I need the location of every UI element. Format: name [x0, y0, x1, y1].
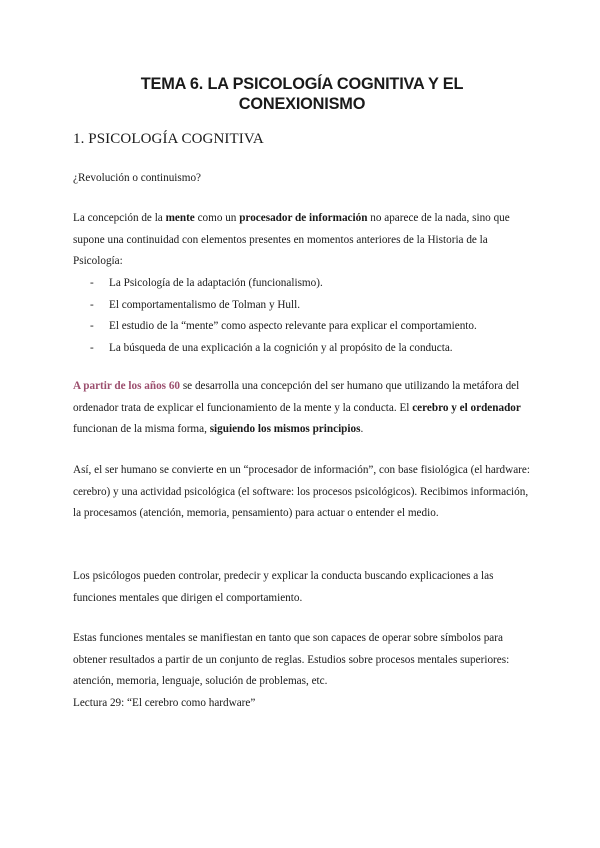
- antecedents-list: [73, 273, 531, 359]
- bold-term-procesador: procesador de información: [239, 212, 368, 224]
- text-run: se desarrolla una concepción del ser humano que utilizando la metáfora del ordenador trata de explicar el funcionamiento de la mente y la conducta. El: [73, 380, 520, 414]
- list-dash: -: [90, 341, 94, 354]
- list-item: - El estudio de la “mente” como aspecto relevante para explicar el comportamiento.: [73, 316, 531, 338]
- paragraph-processor: Así, el ser humano se convierte en un “procesador de información”, con base fisiológica (el hardware: cerebro) y una actividad psicológica (el software: los procesos psicológicos). Recibimos información, la procesamos (atención, memoria, pensamiento) para actuar o entender el medio.: [73, 464, 530, 519]
- paragraph-functions: [73, 628, 531, 714]
- list-item: - La Psicología de la adaptación (funcionalismo).: [73, 273, 531, 295]
- list-item: - El comportamentalismo de Tolman y Hull.: [73, 295, 531, 317]
- text-run: .: [360, 423, 364, 435]
- section-heading: 1. PSICOLOGÍA COGNITIVA: [73, 131, 264, 147]
- text-run: La concepción de la: [73, 212, 166, 224]
- bold-term-mente: mente: [165, 212, 195, 224]
- question-line: ¿Revolución o continuismo?: [73, 172, 202, 184]
- bold-term-principios: siguiendo los mismos principios: [209, 423, 361, 435]
- accent-highlight: A partir de los años 60: [73, 380, 181, 392]
- text-run: como un: [194, 212, 240, 224]
- text-run: Estas funciones mentales se manifiestan en tanto que son capaces de operar sobre símbolos para obtener resultados a partir de un conjunto de reglas. Estudios sobre procesos mentales superiores: atención, memoria, lenguaje, solución de problemas, etc.: [73, 632, 510, 687]
- list-dash: -: [90, 277, 94, 289]
- list-dash: -: [90, 298, 94, 311]
- list-dash: -: [90, 320, 94, 332]
- paragraph-intro: [73, 208, 531, 273]
- text-run: funcionan de la misma forma,: [73, 423, 210, 435]
- bold-term-cerebro: cerebro y el ordenador: [412, 401, 521, 414]
- paragraph-psychologists: Los psicólogos pueden controlar, predecir y explicar la conducta buscando explicaciones a las funciones mentales que dirigen el comportamiento.: [73, 570, 494, 604]
- text-run: no aparece de la nada, sino que supone una continuidad con elementos presentes en momentos anteriores de la Historia de la Psicología:: [73, 212, 510, 267]
- reading-reference: Lectura 29: “El cerebro como hardware”: [73, 696, 256, 709]
- page-title: TEMA 6. LA PSICOLOGÍA COGNITIVA Y EL CONEXIONISMO: [140, 74, 464, 113]
- list-item: - La búsqueda de una explicación a la cognición y al propósito de la conducta.: [73, 338, 531, 360]
- paragraph-metaphor: [73, 376, 531, 441]
